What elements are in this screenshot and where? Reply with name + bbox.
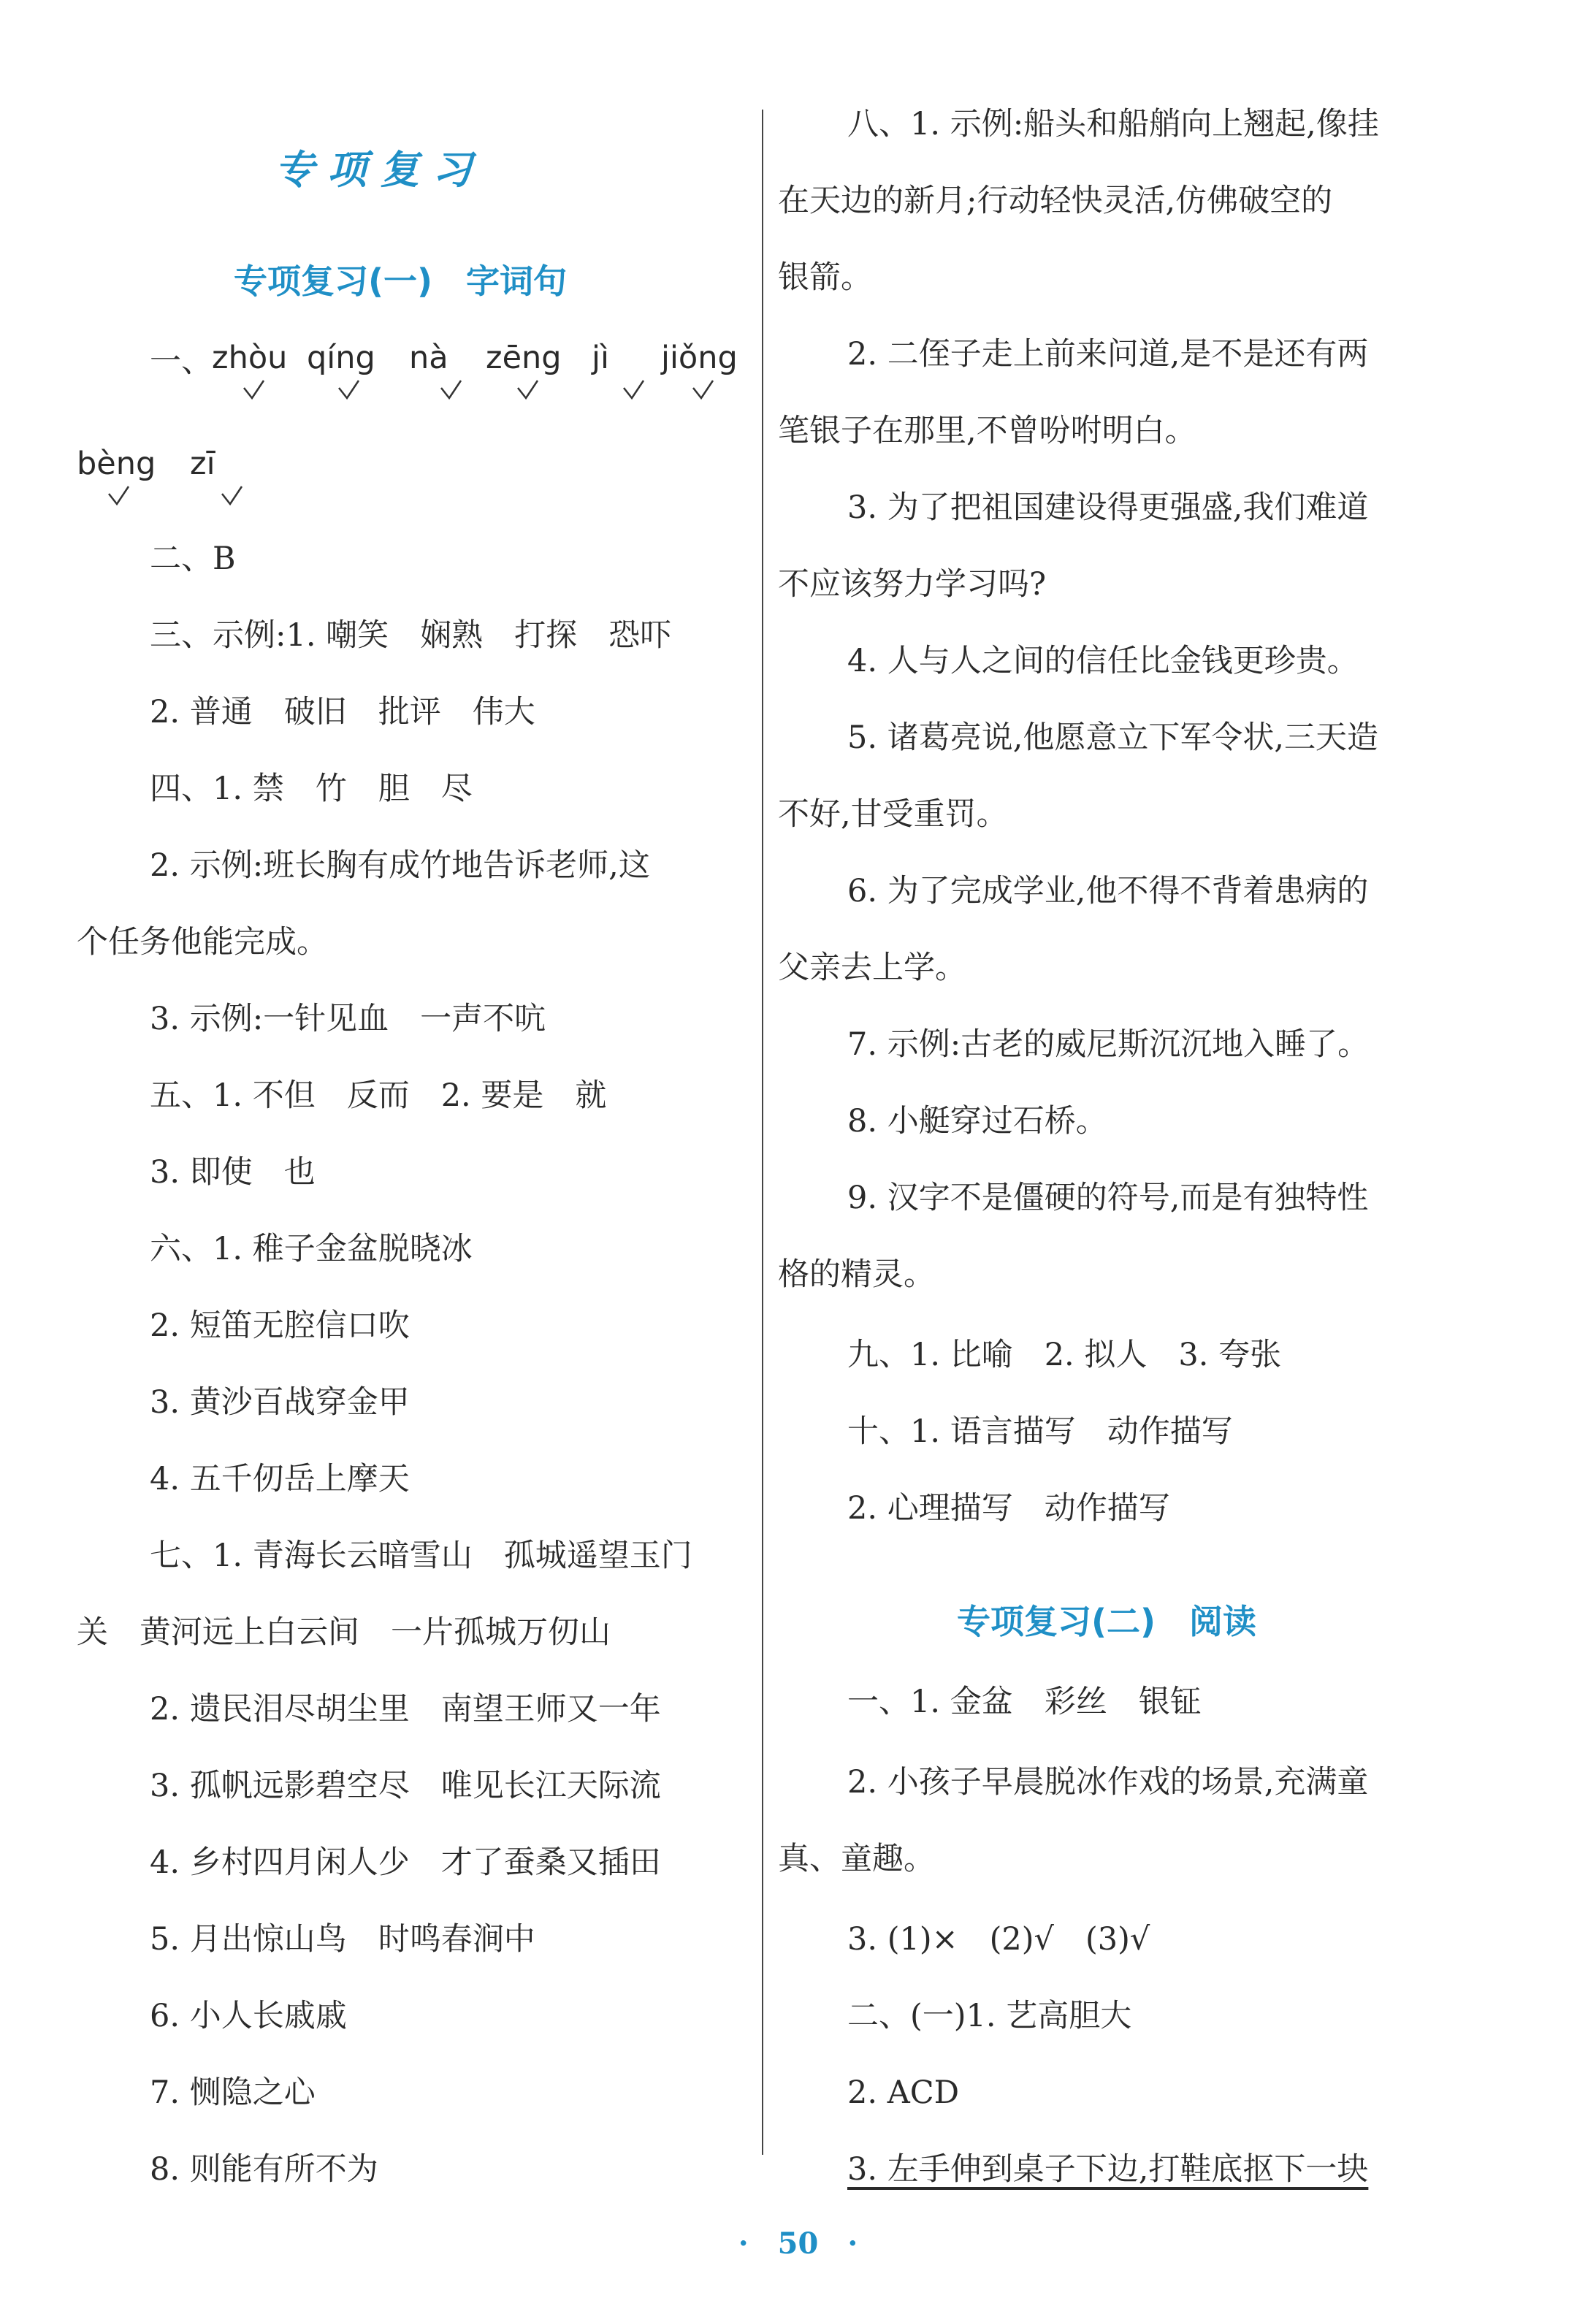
answer-line: 2. 短笛无腔信口吹	[150, 1307, 410, 1344]
pinyin-answer: bèng	[77, 446, 156, 482]
answer-line: 5. 月出惊山鸟 时鸣春涧中	[150, 1921, 535, 1958]
answer-line: 3. 即使 也	[150, 1154, 316, 1191]
answer-line: 四、1. 禁 竹 胆 尽	[150, 771, 473, 807]
checkmark-icon	[106, 484, 131, 508]
answer-line: 一、1. 金盆 彩丝 银钲	[847, 1684, 1202, 1720]
answer-line: 4. 乡村四月闲人少 才了蚕桑又插田	[150, 1844, 661, 1881]
answer-line: 3. 孤帆远影碧空尽 唯见长江天际流	[150, 1768, 661, 1804]
section-heading-1: 专项复习(一) 字词句	[234, 261, 568, 301]
checkmark-icon	[241, 378, 266, 402]
answer-line: 真、童趣。	[778, 1841, 935, 1877]
answer-line: 六、1. 稚子金盆脱晓冰	[150, 1231, 473, 1267]
pinyin-answer: zī	[190, 446, 215, 482]
page-title: 专项复习	[275, 146, 485, 193]
answer-line: 不应该努力学习吗?	[778, 566, 1047, 603]
answer-line: 9. 汉字不是僵硬的符号,而是有独特性	[847, 1180, 1369, 1216]
checkmark-icon	[690, 378, 715, 402]
pinyin-answer: jiǒng	[661, 340, 738, 376]
answer-line: 2. 普通 破旧 批评 伟大	[150, 694, 535, 730]
answer-line: 7. 恻隐之心	[150, 2074, 316, 2111]
column-divider	[762, 110, 763, 2155]
checkmark-icon	[438, 378, 463, 402]
checkmark-icon	[336, 378, 361, 402]
answer-line: 2. ACD	[847, 2074, 960, 2111]
answer-line: 2. 二侄子走上前来问道,是不是还有两	[847, 336, 1369, 373]
answer-line: 银箭。	[778, 259, 872, 296]
answer-line: 格的精灵。	[778, 1256, 935, 1293]
answer-line: 6. 小人长戚戚	[150, 1998, 347, 2034]
answer-line: 三、示例:1. 嘲笑 娴熟 打探 恐吓	[150, 617, 672, 654]
answer-line: 8. 则能有所不为	[150, 2151, 378, 2188]
answer-line: 在天边的新月;行动轻快灵活,仿佛破空的	[778, 183, 1333, 219]
answer-line: 4. 五千仞岳上摩天	[150, 1461, 410, 1497]
answer-line: 八、1. 示例:船头和船艄向上翘起,像挂	[847, 106, 1379, 142]
pinyin-answer: nà	[409, 340, 448, 376]
answer-line: 3. 示例:一针见血 一声不吭	[150, 1001, 546, 1037]
answer-line: 不好,甘受重罚。	[778, 796, 1008, 833]
answer-line: 父亲去上学。	[778, 950, 966, 986]
answer-line: 3. 为了把祖国建设得更强盛,我们难道	[847, 489, 1369, 526]
answer-line: 七、1. 青海长云暗雪山 孤城遥望玉门	[150, 1538, 692, 1574]
answer-line: 九、1. 比喻 2. 拟人 3. 夸张	[847, 1337, 1282, 1373]
answer-line: 2. 心理描写 动作描写	[847, 1490, 1170, 1527]
pinyin-answer: zēng	[486, 340, 562, 376]
answer-line: 笔银子在那里,不曾吩咐明白。	[778, 413, 1196, 449]
answer-line: 2. 小孩子早晨脱冰作戏的场景,充满童	[847, 1764, 1369, 1801]
answer-line: 5. 诸葛亮说,他愿意立下军令状,三天造	[847, 719, 1379, 756]
answer-line: 7. 示例:古老的威尼斯沉沉地入睡了。	[847, 1026, 1370, 1063]
checkmark-icon	[621, 378, 646, 402]
answer-line: 个任务他能完成。	[77, 924, 328, 961]
answer-line: 3. 黄沙百战穿金甲	[150, 1384, 410, 1421]
answer-line: 二、(一)1. 艺高胆大	[847, 1998, 1132, 2034]
answer-line: 2. 示例:班长胸有成竹地告诉老师,这	[150, 847, 650, 884]
answer-line: 十、1. 语言描写 动作描写	[847, 1413, 1233, 1450]
answer-line: 4. 人与人之间的信任比金钱更珍贵。	[847, 643, 1359, 679]
answer-line: 6. 为了完成学业,他不得不背着患病的	[847, 873, 1369, 909]
page-number: · 50 ·	[738, 2226, 858, 2261]
answer-line: 3. 左手伸到桌子下边,打鞋底抠下一块	[847, 2151, 1369, 2188]
answer-line: 2. 遗民泪尽胡尘里 南望王师又一年	[150, 1691, 661, 1727]
pinyin-answer: zhòu	[212, 340, 288, 376]
checkmark-icon	[515, 378, 540, 402]
checkmark-icon	[219, 484, 244, 508]
answer-line: 3. (1)× (2)√ (3)√	[847, 1921, 1150, 1958]
answer-line: 二、B	[150, 541, 236, 577]
pinyin-answer: qíng	[307, 340, 375, 376]
answer-line: 关 黄河远上白云间 一片孤城万仞山	[77, 1614, 611, 1651]
section-heading-2: 专项复习(二) 阅读	[957, 1602, 1257, 1641]
question-1-label: 一、	[150, 343, 213, 380]
answer-line: 五、1. 不但 反而 2. 要是 就	[150, 1077, 607, 1114]
answer-line: 8. 小艇穿过石桥。	[847, 1103, 1107, 1139]
pinyin-answer: jì	[592, 340, 609, 376]
